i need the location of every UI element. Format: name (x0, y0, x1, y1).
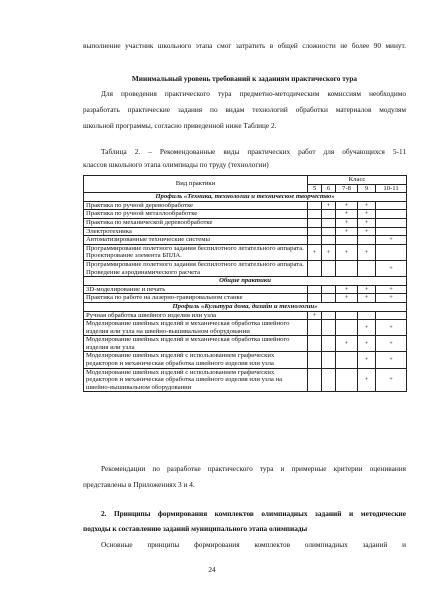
grade-mark (308, 218, 322, 227)
grade-mark (308, 210, 322, 219)
grade-mark: + (336, 336, 358, 352)
table-row (84, 368, 407, 392)
grade-mark: + (358, 352, 376, 368)
section-heading: Минимальный уровень требований к заданиям практического тура (131, 74, 358, 83)
grade-mark: + (376, 352, 407, 368)
grade-mark (322, 311, 336, 320)
table-row (84, 227, 407, 236)
intro-line-2: разработать практические задания по видам технологий обработки материалов модулям (83, 105, 406, 114)
table-row (84, 320, 407, 336)
grade-mark: + (376, 236, 407, 245)
grade-mark (322, 236, 336, 245)
grade-mark (308, 352, 322, 368)
table-row (84, 236, 407, 245)
header-practice-type: Вид практики (84, 176, 308, 193)
practice-name: Программирование полетного задания беспилотного летательного аппарата. Проведение аэродинамического расчета (84, 260, 308, 276)
header-grade: 5 (308, 184, 322, 193)
grade-mark: + (336, 244, 358, 260)
grade-mark (376, 218, 407, 227)
practice-name: Практика по механической деревообработке (84, 218, 308, 227)
grade-mark: + (322, 244, 336, 260)
section-title: Профиль «Культура дома, дизайн и технологии» (84, 302, 407, 311)
section-title: Профиль «Техника, технологии и техническое творчество» (84, 193, 407, 202)
header-grade: 9 (358, 184, 376, 193)
grade-mark (322, 218, 336, 227)
practice-name: Ручная обработка швейного изделия или узла (84, 311, 308, 320)
table-row (84, 294, 407, 303)
section2-heading-line-1: 2. Принципы формирования комплектов олимпиадных заданий и методические (101, 509, 406, 518)
table-caption-line-2: классов школьного этапа олимпиады по труду (технологии) (83, 160, 269, 169)
grade-mark: + (358, 294, 376, 303)
intro-line-3: школьной программы, согласно приведенной ниже Таблице 2. (83, 121, 277, 130)
top-line: выполнение участник школьного этапа смог затратить в общей сложности не более 90 минут. (83, 41, 406, 50)
grade-mark (376, 210, 407, 219)
grade-mark: + (336, 201, 358, 210)
grade-mark (308, 294, 322, 303)
table-section-row (84, 302, 407, 311)
practice-name: Автоматизированные технические системы (84, 236, 308, 245)
grade-mark (358, 260, 376, 276)
grade-mark (336, 320, 358, 336)
grade-mark (336, 260, 358, 276)
grade-mark: + (358, 210, 376, 219)
table-row (84, 352, 407, 368)
grade-mark (376, 311, 407, 320)
header-grade: 7-8 (336, 184, 358, 193)
grade-mark: + (358, 336, 376, 352)
grade-mark (376, 244, 407, 260)
practice-name: Практика по ручной деревообработке (84, 201, 308, 210)
table-row (84, 201, 407, 210)
section2-heading-line-2: подходы к составлению заданий муниципального этапа олимпиады (83, 524, 308, 533)
practice-name: Моделирование швейных изделий и механическая обработка швейного изделия или узла (84, 336, 308, 352)
grade-mark (322, 368, 336, 392)
grade-mark (336, 311, 358, 320)
grade-mark (336, 236, 358, 245)
practice-name: Практика по ручной металлообработке (84, 210, 308, 219)
table-section-row (84, 193, 407, 202)
grade-mark: + (336, 285, 358, 294)
grade-mark (322, 285, 336, 294)
grade-mark (308, 320, 322, 336)
grade-mark (376, 201, 407, 210)
grade-mark (308, 260, 322, 276)
grade-mark (322, 336, 336, 352)
table-row (84, 336, 407, 352)
grade-mark (358, 311, 376, 320)
section-title: Общие практики (84, 277, 407, 286)
last-paragraph-line: Основные принципы формирования комплектов олимпиадных заданий и (101, 540, 406, 549)
practice-name: Моделирование швейных изделий с использованием графических редакторов и механическая обработка швейного изделия или узла (84, 352, 308, 368)
grade-mark: + (358, 320, 376, 336)
table-row (84, 260, 407, 276)
grade-mark: + (322, 201, 336, 210)
grade-mark: + (358, 285, 376, 294)
grade-mark (336, 352, 358, 368)
grade-mark: + (336, 227, 358, 236)
grade-mark: + (376, 320, 407, 336)
practice-name: Электротехника (84, 227, 308, 236)
practice-name: Моделирование швейных изделий и механическая обработка швейного изделия или узла на швейно-вышивальном оборудовании (84, 320, 308, 336)
grade-mark (308, 227, 322, 236)
grade-mark: + (376, 285, 407, 294)
grade-mark: + (376, 260, 407, 276)
recommend-line-2: представлены в Приложениях 3 и 4. (83, 480, 195, 489)
grade-mark: + (336, 294, 358, 303)
table-row (84, 210, 407, 219)
grade-mark (336, 368, 358, 392)
header-grade: 10-11 (376, 184, 407, 193)
intro-line-1: Для проведения практического тура предметно-методическим комиссиям необходимо (101, 89, 406, 98)
practice-name: 3D-моделирование и печать (84, 285, 308, 294)
grade-mark: + (358, 368, 376, 392)
grade-mark: + (358, 227, 376, 236)
practice-table (83, 175, 407, 392)
grade-mark (308, 236, 322, 245)
grade-mark (322, 227, 336, 236)
grade-mark (308, 285, 322, 294)
grade-mark (358, 236, 376, 245)
practice-name: Программирование полетного задания беспилотного летательного аппарата. Проектирование элемента БПЛА. (84, 244, 308, 260)
grade-mark: + (376, 294, 407, 303)
grade-mark (322, 320, 336, 336)
table-section-row (84, 277, 407, 286)
grade-mark: + (358, 244, 376, 260)
recommend-line-1: Рекомендации по разработке практического тура и примерные критерии оценивания (101, 464, 406, 473)
table-row (84, 244, 407, 260)
grade-mark: + (336, 218, 358, 227)
header-class: Класс (308, 176, 407, 185)
grade-mark: + (308, 244, 322, 260)
grade-mark (308, 336, 322, 352)
grade-mark (376, 227, 407, 236)
grade-mark: + (376, 336, 407, 352)
table-row (84, 218, 407, 227)
table-row (84, 285, 407, 294)
grade-mark: + (376, 368, 407, 392)
page-number: 24 (208, 565, 216, 574)
table-row (84, 311, 407, 320)
grade-mark (308, 201, 322, 210)
grade-mark (322, 210, 336, 219)
grade-mark: + (358, 201, 376, 210)
grade-mark: + (308, 311, 322, 320)
practice-name: Моделирование швейных изделий с использованием графических редакторов и механическая обработка швейного изделия или узла на швейно-вышивальном оборудовании (84, 368, 308, 392)
practice-name: Практика по работе на лазерно-гравировальном станке (84, 294, 308, 303)
table-caption-line-1: Таблица 2. – Рекомендованные виды практических работ для обучающихся 5-11 (101, 147, 406, 156)
header-grade: 6 (322, 184, 336, 193)
grade-mark: + (358, 218, 376, 227)
grade-mark: + (336, 210, 358, 219)
grade-mark (308, 368, 322, 392)
grade-mark (322, 260, 336, 276)
grade-mark (322, 352, 336, 368)
grade-mark (322, 294, 336, 303)
